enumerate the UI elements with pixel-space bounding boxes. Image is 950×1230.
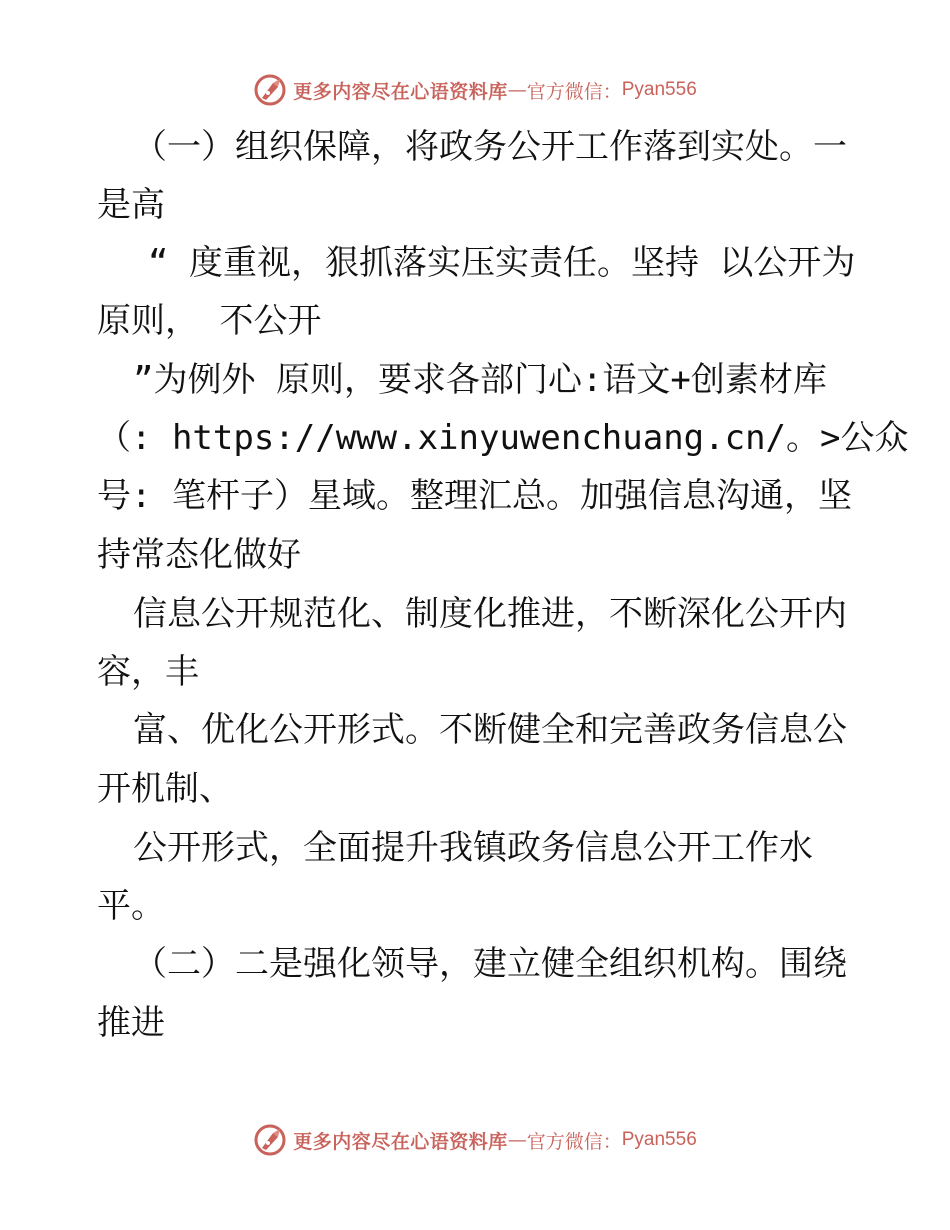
watermark-wechat-id: Pyan556: [621, 79, 697, 100]
text-line: “ 度重视，狠抓落实压实责任。坚持 以公开为: [148, 243, 856, 283]
text-line: 持常态化做好: [97, 535, 301, 575]
watermark-wechat-id: Pyan556: [621, 1129, 697, 1150]
watermark-separator: —: [507, 1129, 527, 1151]
pen-nib-circle-icon: [253, 73, 287, 107]
footer-watermark: [0, 1120, 950, 1160]
text-line: 富、优化公开形式。不断健全和完善政务信息公: [133, 710, 847, 750]
text-line: 公开形式，全面提升我镇政务信息公开工作水: [133, 828, 813, 868]
watermark-wechat-label: 官方微信：: [526, 1130, 622, 1153]
text-line: 容，丰: [97, 652, 199, 692]
text-line: 推进: [97, 1003, 165, 1043]
watermark-site-text: 更多内容尽在心语资料库: [293, 80, 508, 103]
text-line: 原则， 不公开: [97, 301, 322, 341]
text-line: （: https://www.xinyuwenchuang.cn/。>公众: [97, 418, 909, 458]
watermark-wechat-label: 官方微信：: [526, 80, 622, 103]
header-watermark: [0, 70, 950, 110]
text-line: 信息公开规范化、制度化推进，不断深化公开内: [133, 594, 847, 634]
text-line: 平。: [97, 886, 165, 926]
text-line: 号: 笔杆子）星域。整理汇总。加强信息沟通，坚: [97, 476, 852, 516]
text-line: ”为例外 原则，要求各部门心:语文+创素材库: [133, 360, 827, 400]
text-line: 是高: [97, 185, 165, 225]
text-line: （二）二是强化领导，建立健全组织机构。围绕: [133, 944, 847, 984]
watermark-separator: —: [507, 79, 527, 101]
pen-nib-circle-icon: [253, 1123, 287, 1157]
watermark-site-text: 更多内容尽在心语资料库: [293, 1130, 508, 1153]
text-line: （一）组织保障，将政务公开工作落到实处。一: [133, 127, 847, 167]
text-line: 开机制、: [97, 769, 233, 809]
